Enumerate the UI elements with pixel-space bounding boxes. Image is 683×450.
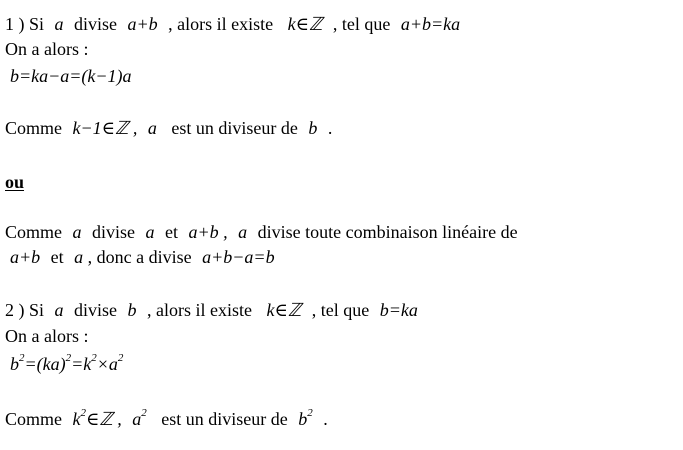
expr-eq-k: =k xyxy=(71,354,92,374)
text-divise: divise xyxy=(74,14,118,34)
part2-equation-b-squared xyxy=(10,353,123,375)
var-a: a xyxy=(74,247,84,267)
text-divise: divise xyxy=(92,222,135,242)
part1-equation-b: b=ka−a=(k−1)a xyxy=(10,66,132,86)
exponent: 2 xyxy=(307,407,313,419)
expr-difference: a+b−a=b xyxy=(202,247,275,267)
text-diviseur: est un diviseur de xyxy=(171,118,298,138)
equation-apb-ka: a+b=ka xyxy=(400,14,461,34)
var-a: a xyxy=(145,222,155,242)
expr-a-plus-b: a+b xyxy=(10,247,41,267)
text-et: et xyxy=(165,222,178,242)
text-comme: Comme xyxy=(5,222,62,242)
var-b: b xyxy=(308,118,318,138)
var-k: k xyxy=(72,409,81,429)
text-et: et xyxy=(50,247,64,267)
var-b: b xyxy=(127,300,137,320)
dot: . xyxy=(327,118,333,138)
var-a: a xyxy=(72,222,82,242)
part2-on-a-alors: On a alors : xyxy=(5,326,89,346)
expr-ka: =(ka) xyxy=(24,354,66,374)
part2-number: 2 ) Si xyxy=(5,300,45,320)
text-donc: , donc a divise xyxy=(87,247,192,267)
ou-separator: ou xyxy=(5,172,25,192)
expr-a-plus-b: a+b , xyxy=(188,222,228,242)
exponent: 2 xyxy=(91,352,97,364)
alt-line2 xyxy=(10,246,275,268)
var-a: a xyxy=(54,300,64,320)
text-combinaison: divise toute combinaison linéaire de xyxy=(257,222,518,242)
text-alors: , alors il existe xyxy=(168,14,274,34)
exponent: 2 xyxy=(19,352,25,364)
var-a: a xyxy=(132,409,142,429)
part2-line1 xyxy=(5,299,418,321)
alt-line1 xyxy=(5,221,518,243)
text-tel-que: , tel que xyxy=(311,300,370,320)
exponent: 2 xyxy=(65,352,72,364)
part1-conclusion xyxy=(5,117,332,139)
text-comme: Comme xyxy=(5,409,62,429)
var-a: a xyxy=(238,222,248,242)
text-alors: , alors il existe xyxy=(147,300,252,320)
equation-b-ka: b=ka xyxy=(379,300,418,320)
expr-a-plus-b: a+b xyxy=(127,14,158,34)
text-comme: Comme xyxy=(5,118,62,138)
var-b: b xyxy=(298,409,308,429)
part1-line1 xyxy=(5,13,460,35)
exponent: 2 xyxy=(141,407,147,419)
var-b: b xyxy=(10,354,19,374)
expr-in-z: ∈ℤ , xyxy=(86,409,122,429)
var-a: a xyxy=(147,118,157,138)
part2-conclusion xyxy=(5,408,328,430)
text-divise: divise xyxy=(74,300,118,320)
part1-number: 1 ) Si xyxy=(5,14,45,34)
dot: . xyxy=(323,409,328,429)
var-a: a xyxy=(54,14,64,34)
expr-times-a: ×a xyxy=(96,354,118,374)
exponent: 2 xyxy=(80,407,86,419)
text-tel-que: , tel que xyxy=(332,14,391,34)
part1-on-a-alors: On a alors : xyxy=(5,39,89,59)
expr-k-in-z: k∈ℤ xyxy=(287,14,323,34)
text-diviseur: est un diviseur de xyxy=(161,409,288,429)
exponent: 2 xyxy=(117,352,124,364)
expr-k-in-z: k∈ℤ xyxy=(266,300,302,320)
expr-k-minus-1: k−1∈ℤ , xyxy=(72,118,138,138)
